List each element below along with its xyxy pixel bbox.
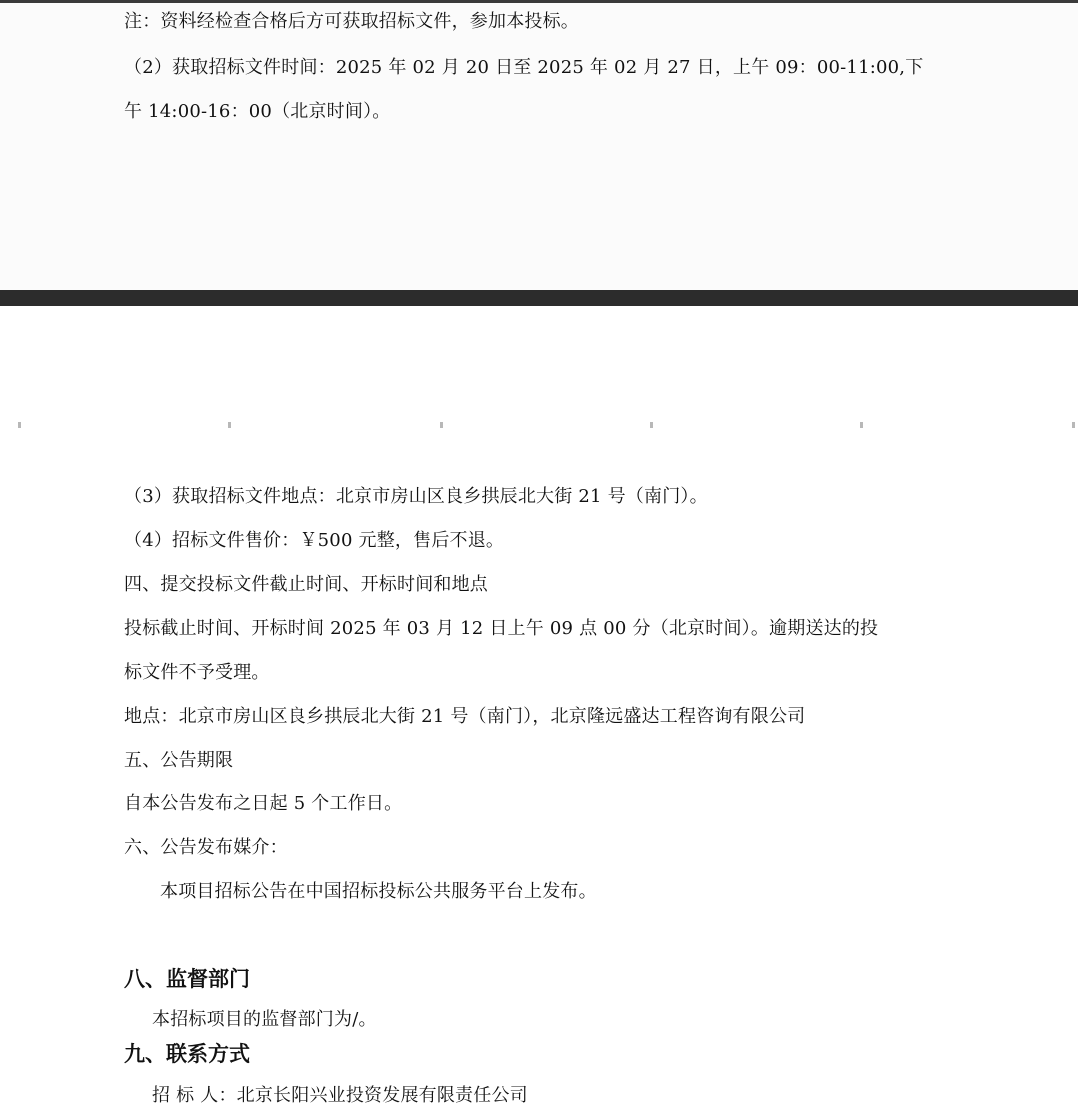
item-2-line-1: （2）获取招标文件时间：2025 年 02 月 20 日至 2025 年 02 月 27 日，上午 09：00-11:00,下 — [124, 57, 924, 78]
document-page-top — [0, 0, 1078, 290]
scan-mark — [440, 422, 443, 428]
section-5-body: 自本公告发布之日起 5 个工作日。 — [124, 793, 403, 814]
note-line: 注：资料经检查合格后方可获取招标文件，参加本投标。 — [124, 11, 579, 32]
scan-mark — [650, 422, 653, 428]
page-separator — [0, 290, 1078, 306]
page-edge-top — [0, 0, 1078, 3]
scan-mark — [860, 422, 863, 428]
section-8-title: 八、监督部门 — [124, 967, 250, 991]
section-5-title: 五、公告期限 — [124, 750, 234, 771]
section-4-title: 四、提交投标文件截止时间、开标时间和地点 — [124, 574, 488, 595]
section-9-title: 九、联系方式 — [124, 1042, 250, 1066]
scan-mark — [18, 422, 21, 428]
section-6-body: 本项目招标公告在中国招标投标公共服务平台上发布。 — [160, 881, 597, 902]
section-4-line-1: 投标截止时间、开标时间 2025 年 03 月 12 日上午 09 点 00 分（北京时间）。逾期送达的投 — [124, 618, 879, 639]
section-9-tenderer: 招 标 人：北京长阳兴业投资发展有限责任公司 — [152, 1085, 528, 1106]
item-2-line-2: 午 14:00-16：00（北京时间）。 — [124, 101, 391, 122]
section-6-title: 六、公告发布媒介： — [124, 837, 288, 858]
item-3: （3）获取招标文件地点：北京市房山区良乡拱辰北大街 21 号（南门）。 — [124, 486, 708, 507]
scan-mark — [228, 422, 231, 428]
section-4-line-2: 标文件不予受理。 — [124, 662, 270, 683]
item-4: （4）招标文件售价：￥500 元整，售后不退。 — [124, 530, 505, 551]
scan-mark — [1072, 422, 1075, 428]
section-8-body: 本招标项目的监督部门为/。 — [152, 1009, 377, 1030]
section-4-location: 地点：北京市房山区良乡拱辰北大街 21 号（南门），北京隆远盛达工程咨询有限公司 — [124, 706, 806, 727]
